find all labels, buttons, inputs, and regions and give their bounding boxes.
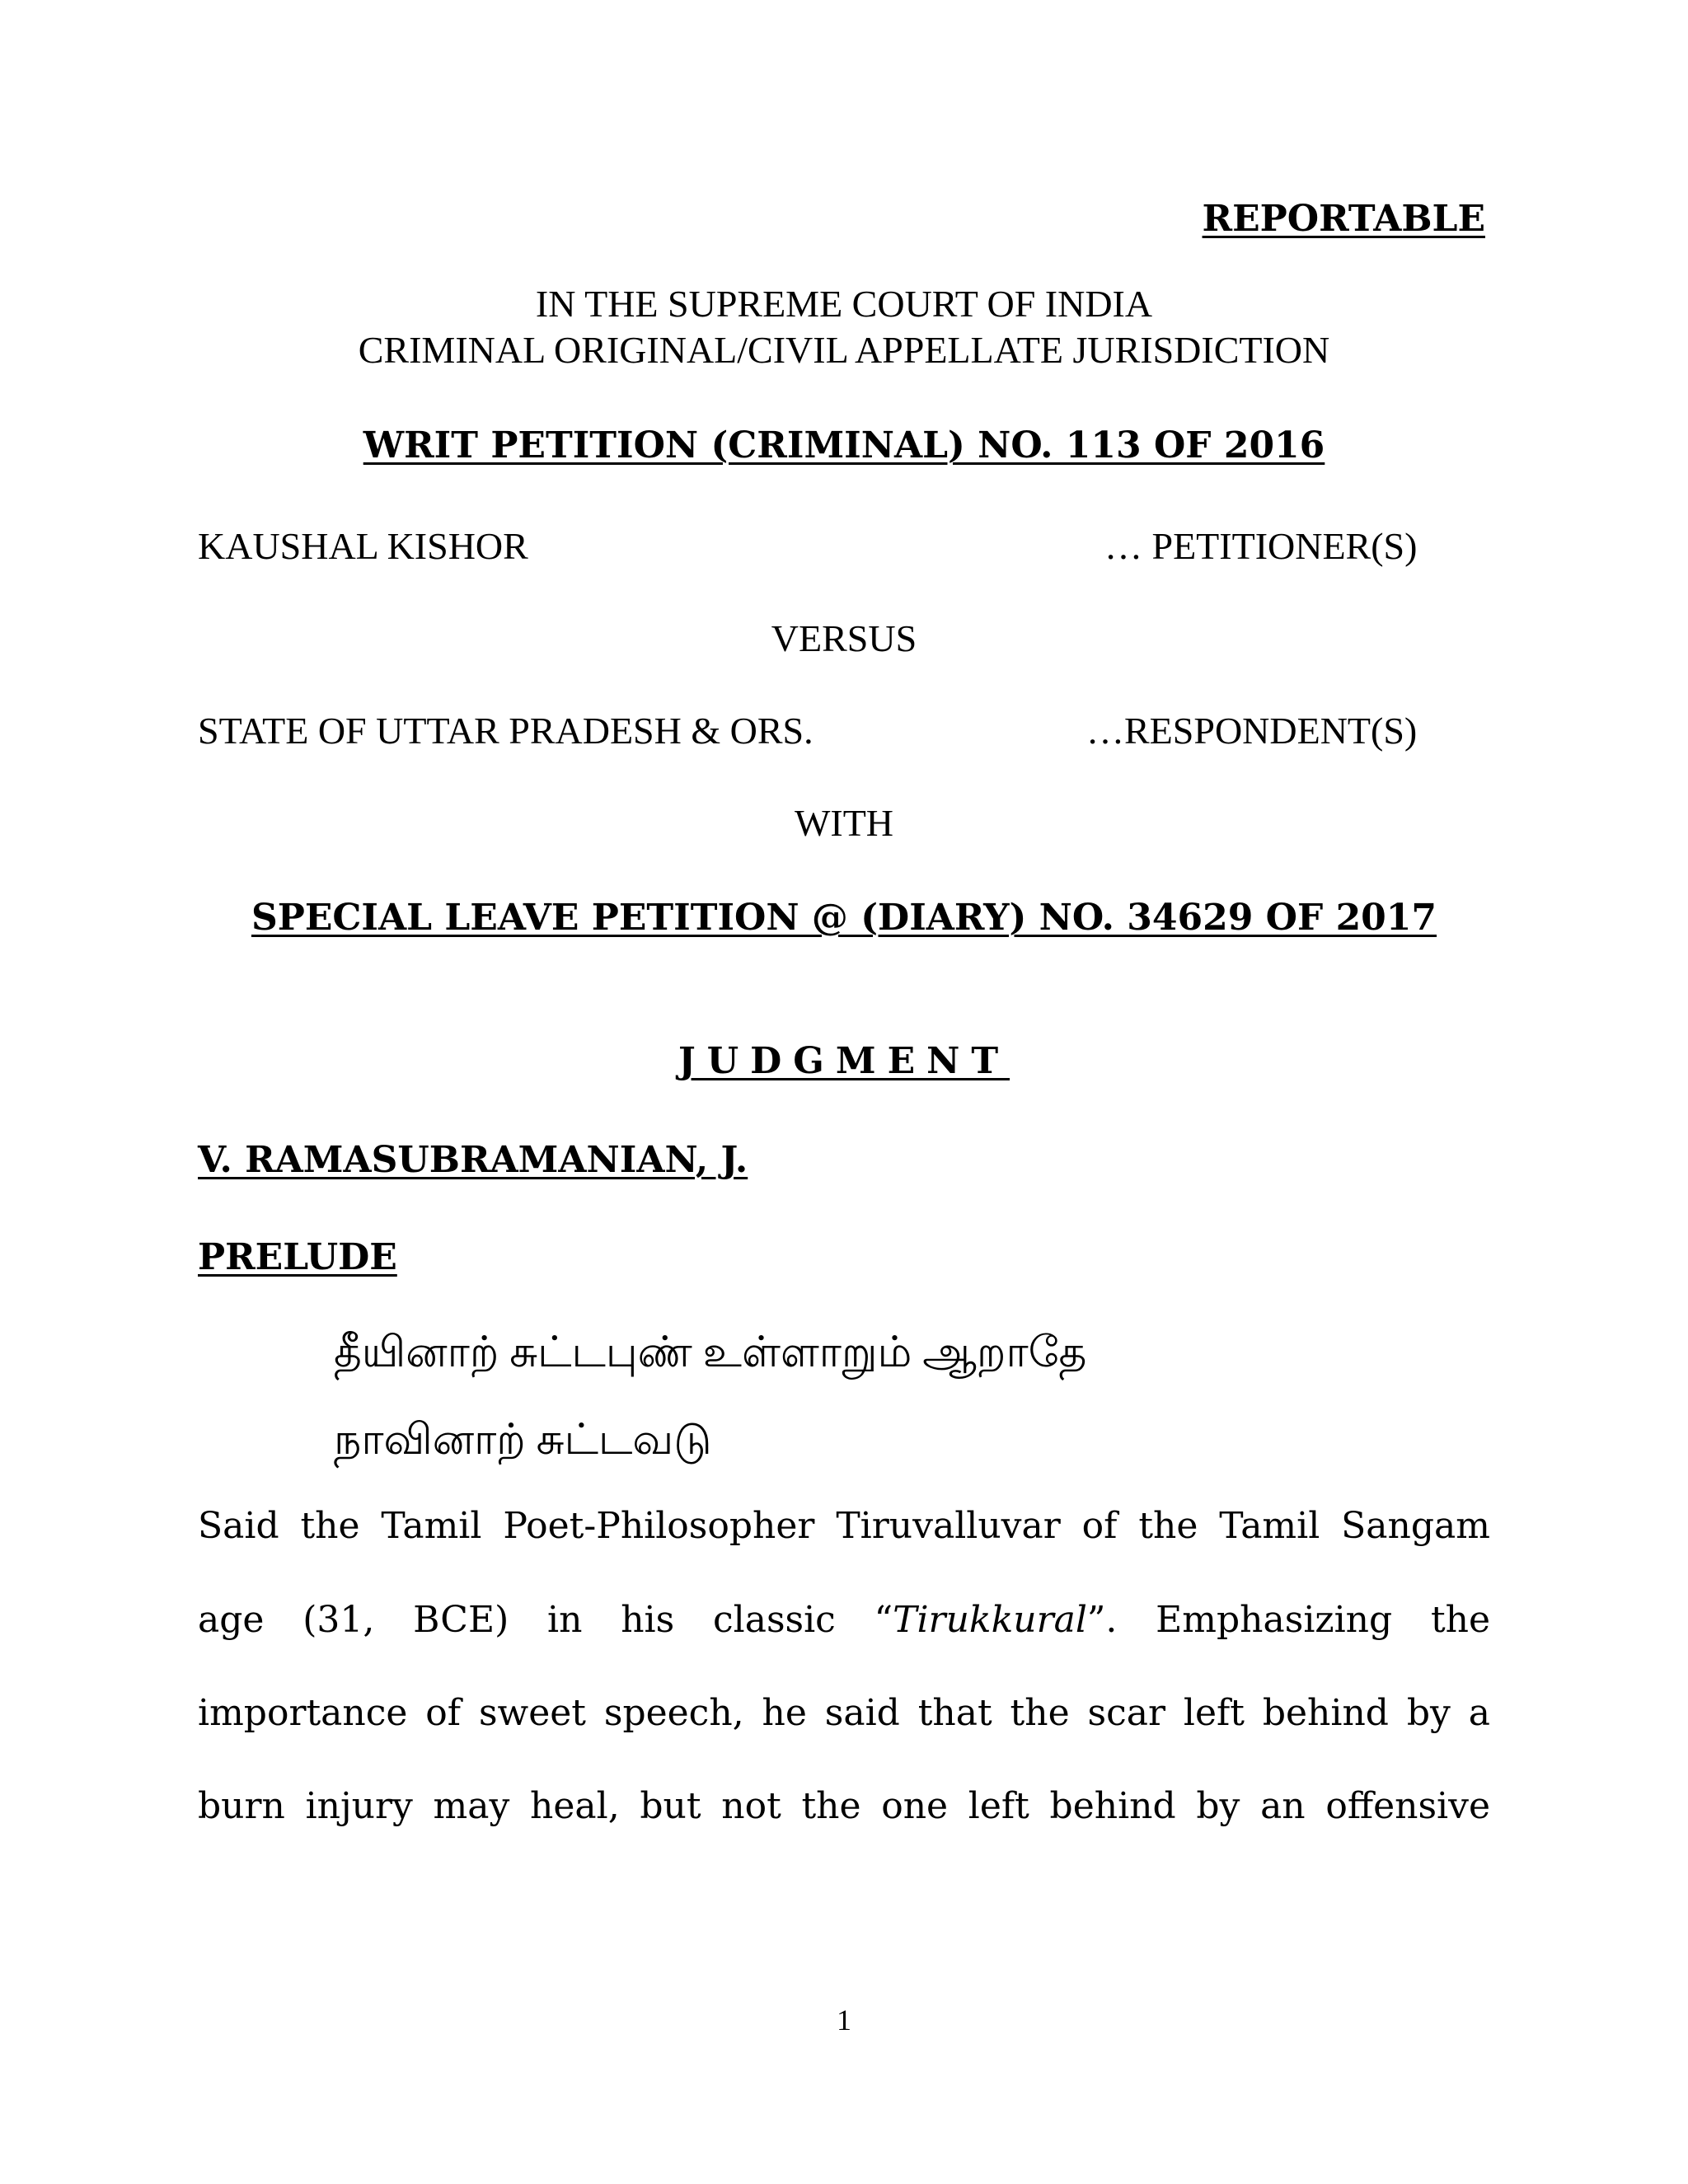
paragraph-line-2-start: age (31, BCE) in his classic “	[198, 1599, 893, 1641]
prelude-heading: PRELUDE	[198, 1236, 397, 1278]
writ-petition-title: WRIT PETITION (CRIMINAL) NO. 113 OF 2016	[363, 424, 1325, 466]
respondent-role: …RESPONDENT(S)	[1086, 710, 1418, 752]
page-number: 1	[837, 2004, 851, 2036]
tirukkural-title: Tirukkural	[893, 1599, 1087, 1641]
with-label: WITH	[794, 802, 894, 844]
reportable-label: REPORTABLE	[1202, 198, 1485, 240]
petitioner-name: KAUSHAL KISHOR	[198, 525, 528, 567]
paragraph-line-2	[198, 1599, 1490, 1641]
special-leave-petition-title: SPECIAL LEAVE PETITION @ (DIARY) NO. 34629 OF 2017	[251, 897, 1437, 939]
petitioner-role: … PETITIONER(S)	[1104, 525, 1418, 567]
respondent-name: STATE OF UTTAR PRADESH & ORS.	[198, 710, 814, 752]
jurisdiction-line: CRIMINAL ORIGINAL/CIVIL APPELLATE JURISDICTION	[358, 329, 1330, 371]
judgment-heading: JUDGMENT	[678, 1040, 1010, 1082]
tamil-verse-line-2: நாவினாற் சுட்டவடு	[334, 1417, 712, 1464]
paragraph-line-1: Said the Tamil Poet-Philosopher Tiruvalluvar of the Tamil Sangam	[198, 1505, 1490, 1547]
tamil-verse-line-1: தீயினாற் சுட்டபுண் உள்ளாறும் ஆறாதே	[334, 1329, 1087, 1376]
court-name: IN THE SUPREME COURT OF INDIA	[535, 283, 1153, 325]
paragraph-line-2-end: ”. Emphasizing the	[1086, 1599, 1490, 1641]
judge-name: V. RAMASUBRAMANIAN, J.	[198, 1139, 748, 1181]
paragraph-line-4: burn injury may heal, but not the one left behind by an offensive	[198, 1785, 1490, 1827]
versus-label: VERSUS	[771, 617, 917, 659]
paragraph-line-3: importance of sweet speech, he said that the scar left behind by a	[198, 1692, 1490, 1734]
